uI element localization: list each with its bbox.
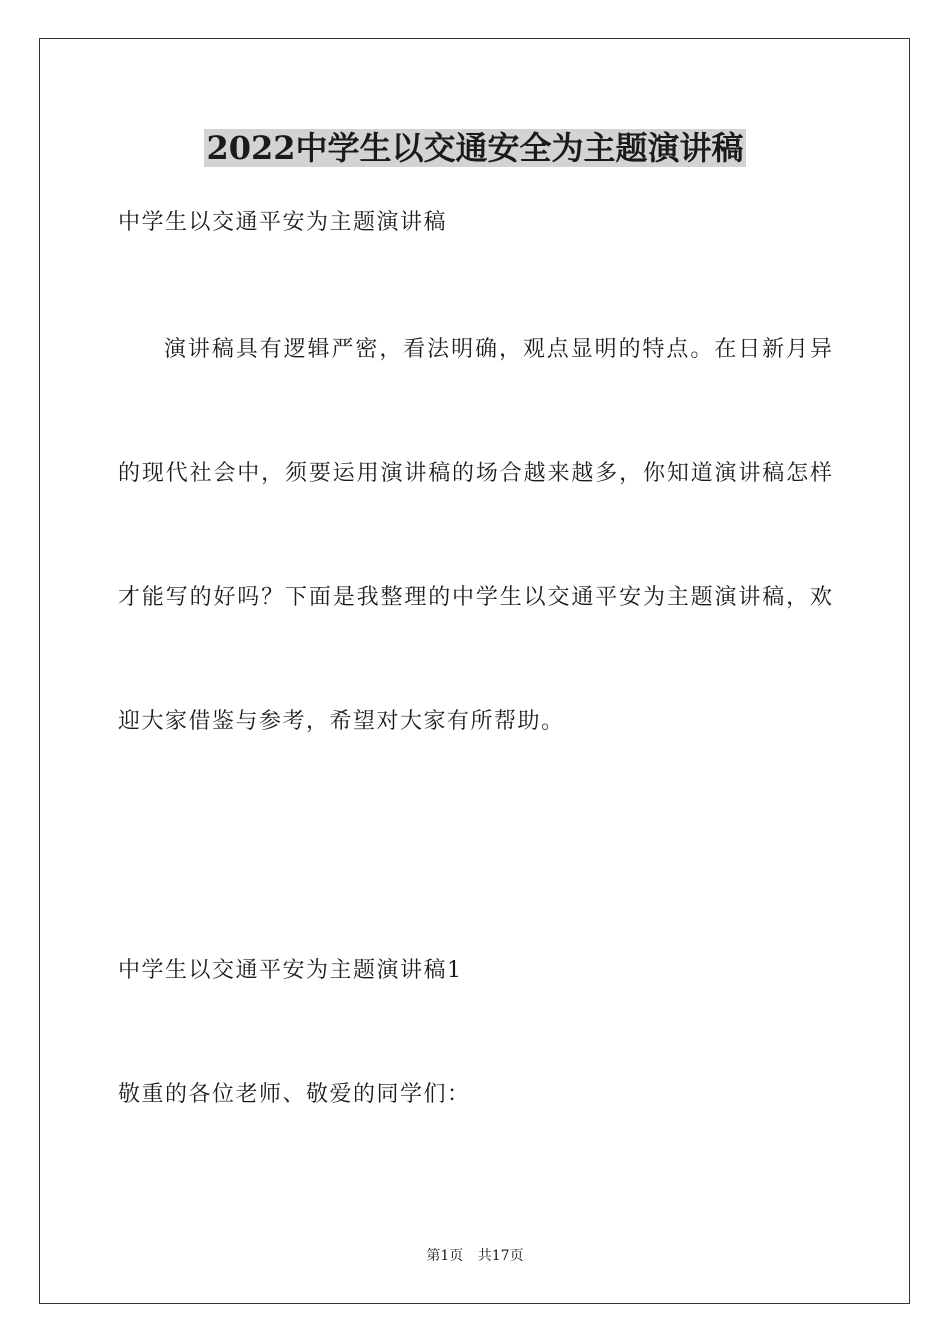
document-subtitle: 中学生以交通平安为主题演讲稿 [118,210,448,235]
intro-line-2: 的现代社会中，须要运用演讲稿的场合越来越多，你知道演讲稿怎样 [118,461,832,486]
document-title-text: 2022中学生以交通安全为主题演讲稿 [206,129,744,167]
salutation: 敬重的各位老师、敬爱的同学们： [118,1082,471,1107]
intro-line-4: 迎大家借鉴与参考，希望对大家有所帮助。 [118,709,565,734]
section-heading: 中学生以交通平安为主题演讲稿1 [118,958,463,983]
intro-line-1: 演讲稿具有逻辑严密，看法明确，观点显明的特点。在日新月异 [164,337,832,362]
intro-line-3: 才能写的好吗？下面是我整理的中学生以交通平安为主题演讲稿，欢 [118,585,832,610]
document-title [0,126,950,170]
page-number: 第1页 [426,1248,464,1264]
page-total: 共17页 [477,1248,524,1264]
page-footer [0,1246,950,1266]
